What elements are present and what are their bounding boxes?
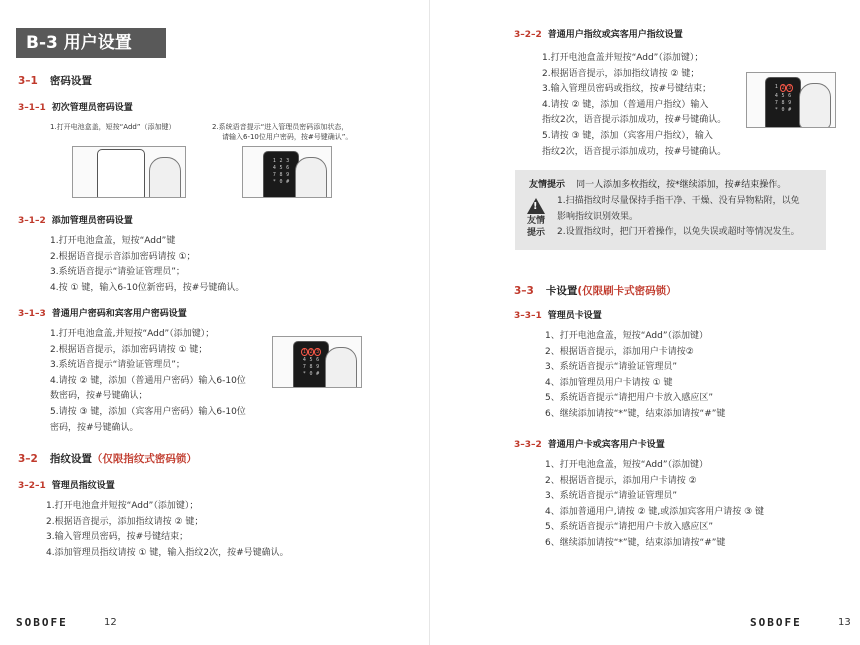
step-line: 1.打开电池盒盖并短按“Add”（添加键）；	[542, 53, 704, 63]
brand-logo: SOBOFE	[16, 616, 68, 629]
heading-number: 3–3–2	[514, 440, 542, 450]
tip-icon-label-line: 提示	[527, 228, 546, 238]
step-line: 数密码，按#号键确认；	[50, 391, 148, 402]
steps-3-2-1	[46, 499, 289, 561]
step-line: 3.系统语音提示“请验证管理员”；	[50, 267, 185, 278]
heading-title: 普通用户指纹或宾客用户指纹设置	[547, 30, 683, 40]
heading-number: 3–3	[514, 285, 534, 297]
step-line: 5.请按 ③ 键，添加（宾客用户指纹），输入	[542, 130, 713, 141]
step-line: 1.打开电池盒盖，短按“Add”键	[50, 236, 176, 246]
heading-title: 指纹设置	[49, 453, 92, 465]
heading-3-1-1	[18, 100, 133, 113]
lock-panel-illustration	[97, 149, 145, 198]
heading-number: 3–1–2	[18, 216, 46, 226]
heading-3-1-2	[18, 213, 133, 226]
lock-keypad-figure	[242, 146, 332, 198]
step-line: 5、系统语音提示“请把用户卡放入感应区”	[545, 393, 714, 404]
heading-title: 密码设置	[49, 75, 92, 87]
tip-line: 影响指纹识别效果。	[557, 211, 639, 222]
step-line: 4.请按 ② 键，添加（普通用户密码）输入6-10位	[50, 375, 246, 386]
steps-3-3-1	[545, 329, 725, 423]
step-line: 密码，按#号键确认。	[50, 422, 139, 433]
right-page	[430, 0, 860, 645]
step-line: 2.根据语音提示音添加密码请按 ①；	[50, 251, 196, 262]
heading-3-2-2	[514, 27, 683, 40]
heading-3-3-1	[514, 308, 602, 321]
warning-icon: !	[527, 198, 545, 214]
heading-3-1-3	[18, 306, 187, 319]
step-line: 6、继续添加请按“*”键，结束添加请按“#”键	[545, 537, 726, 548]
step-line: 2.根据语音提示，添加指纹请按 ② 键；	[542, 68, 700, 79]
step-line: 6、继续添加请按“*”键，结束添加请按“#”键	[545, 408, 726, 419]
heading-3-2-1	[18, 478, 115, 491]
tip-header	[529, 177, 786, 190]
heading-title: 初次管理员密码设置	[51, 103, 133, 113]
heading-number: 3–1–3	[18, 309, 46, 319]
lock-keypad-illustration	[765, 77, 801, 128]
step-line: 4、添加普通用户,请按 ② 键,或添加宾客用户请按 ③ 键	[545, 506, 765, 517]
figure-caption-2-line-1: 2.系统语音提示“进入管理员密码添加状态，	[212, 123, 349, 131]
step-line: 指纹2次，语音提示添加成功，按#号键确认。	[542, 146, 727, 157]
step-line: 3.输入管理员密码或指纹，按#号键结束；	[542, 84, 712, 95]
heading-title: 管理员指纹设置	[51, 481, 115, 491]
step-line: 3、系统语音提示“请验证管理员”	[545, 491, 678, 502]
tip-text	[557, 194, 800, 241]
heading-3-1	[18, 73, 92, 88]
lock-battery-figure	[72, 146, 186, 198]
heading-title: 普通用户密码和宾客用户密码设置	[51, 309, 187, 319]
heading-3-3	[514, 283, 677, 298]
steps-3-2-2	[542, 51, 726, 160]
tip-line: 2.设置指纹时，把门开着操作，以免失误或超时等情况发生。	[557, 227, 800, 238]
hand-illustration	[295, 157, 327, 198]
step-line: 3.输入管理员密码，按#号键结束；	[46, 532, 189, 543]
step-line: 1、打开电池盒盖，短按“Add”（添加键）	[545, 331, 708, 341]
steps-3-3-2	[545, 458, 764, 552]
step-line: 5、系统语音提示“请把用户卡放入感应区”	[545, 522, 714, 533]
steps-3-1-3	[50, 327, 246, 436]
step-line: 4.按 ① 键，输入6-10位新密码，按#号键确认。	[50, 282, 245, 293]
heading-title: 管理员卡设置	[547, 311, 602, 321]
step-line: 2、根据语音提示，添加用户卡请按 ②	[545, 475, 697, 486]
heading-3-2	[18, 451, 197, 466]
tip-headline: 同一人添加多枚指纹，按*继续添加，按#结束操作。	[576, 180, 787, 190]
step-line: 2.根据语音提示，添加指纹请按 ② 键；	[46, 516, 204, 527]
heading-number: 3–2–1	[18, 481, 46, 491]
heading-number: 3–1	[18, 75, 38, 87]
heading-title: 添加管理员密码设置	[51, 216, 133, 226]
heading-number: 3–3–1	[514, 311, 542, 321]
heading-number: 3–1–1	[18, 103, 46, 113]
hand-illustration	[149, 157, 181, 198]
step-line: 1.打开电池盒盖,并短按“Add”（添加键）；	[50, 329, 215, 339]
step-line: 4.添加管理员指纹请按 ① 键，输入指纹2次，按#号键确认。	[46, 547, 289, 558]
step-line: 3、系统语音提示“请验证管理员”	[545, 362, 678, 373]
hand-illustration	[325, 347, 357, 388]
heading-number: 3–2–2	[514, 30, 542, 40]
hand-illustration	[799, 83, 831, 128]
heading-title: 普通用户卡或宾客用户卡设置	[547, 440, 665, 450]
steps-3-1-2	[50, 234, 244, 296]
step-line: 1、打开电池盒盖，短按“Add”（添加键）	[545, 460, 708, 470]
lock-keypad-illustration	[263, 151, 299, 198]
step-line: 2.根据语音提示，添加密码请按 ① 键；	[50, 344, 208, 355]
page-number: 12	[104, 617, 117, 628]
step-line: 4.请按 ② 键，添加（普通用户指纹）输入	[542, 99, 709, 110]
heading-note: （仅限指纹式密码锁）	[91, 453, 197, 465]
step-line: 1.打开电池盒并短按“Add”（添加键）；	[46, 501, 199, 511]
heading-title: 卡设置	[545, 285, 578, 297]
tip-icon-label	[527, 215, 545, 239]
section-banner: B-3 用户设置	[16, 28, 166, 58]
tip-icon-label-line: 友情	[527, 216, 546, 226]
page-number: 13	[838, 617, 851, 628]
step-line: 2、根据语音提示，添加用户卡请按②	[545, 346, 694, 357]
step-line: 3.系统语音提示“请验证管理员”；	[50, 360, 185, 371]
figure-caption-2-line-2: 请输入6-10位用户密码，按#号键确认”。	[222, 133, 353, 141]
keypad-digits: 1 2 3 4 5 6 7 8 9 * 0 #	[774, 84, 792, 113]
step-line: 5.请按 ③ 键，添加（宾客用户密码）输入6-10位	[50, 406, 246, 417]
lock-keypad-figure-3	[746, 72, 836, 128]
heading-number: 3–2	[18, 453, 38, 465]
heading-3-3-2	[514, 437, 665, 450]
lock-keypad-figure-2	[272, 336, 362, 388]
step-line: 指纹2次，语音提示添加成功，按#号键确认。	[542, 115, 727, 126]
figure-caption-1: 1.打开电池盒盖，短按“Add”（添加键）	[50, 123, 176, 131]
lock-keypad-illustration	[293, 341, 329, 388]
tip-line: 1.扫描指纹时尽量保持手指干净、干燥、没有异物粘附，以免	[557, 196, 800, 206]
step-line: 4、添加管理员用户卡请按 ① 键	[545, 377, 673, 388]
heading-note: (仅限刷卡式密码锁）	[577, 285, 677, 297]
keypad-digits: 1 2 3 4 5 6 7 8 9 * 0 #	[272, 158, 290, 185]
tip-label: 友情提示	[529, 180, 566, 190]
keypad-digits: 1 2 3 4 5 6 7 8 9 * 0 #	[302, 349, 320, 377]
brand-logo: SOBOFE	[750, 616, 802, 629]
